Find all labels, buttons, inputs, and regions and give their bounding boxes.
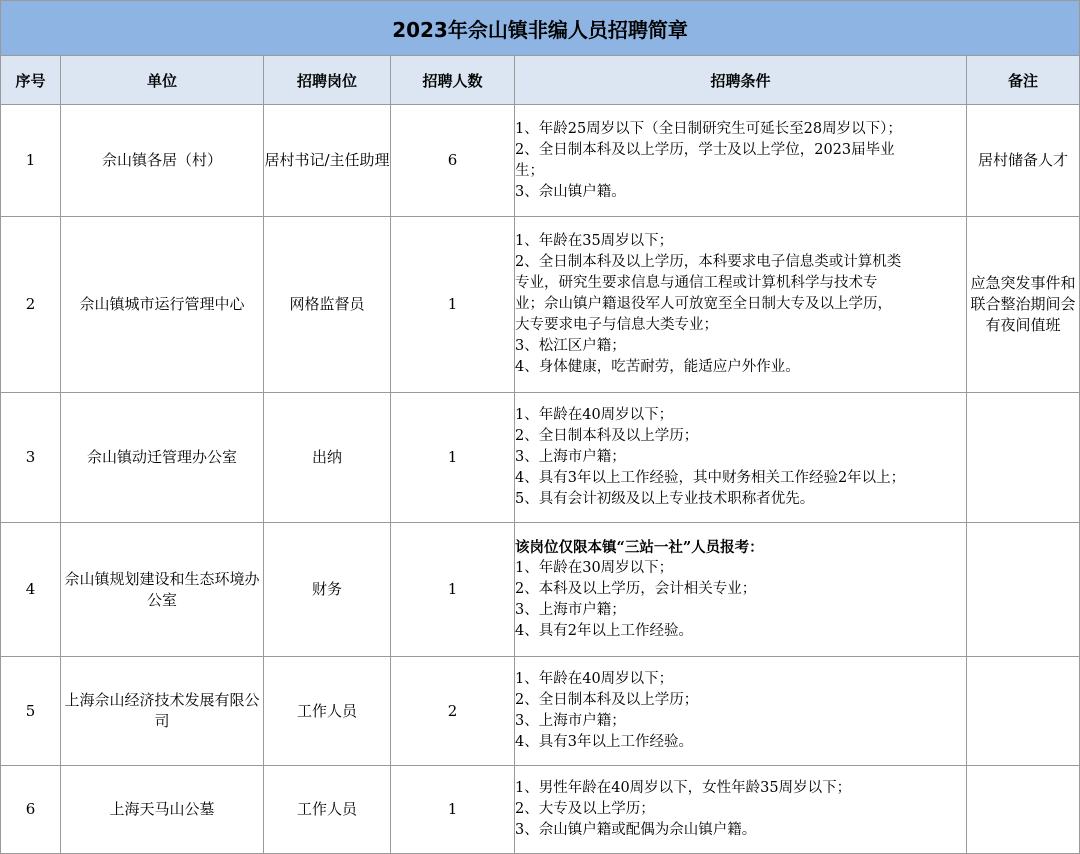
- requirement-line: 5、具有会计初级及以上专业技术职称者优先。: [515, 491, 815, 507]
- row-count: 1: [391, 217, 515, 393]
- requirement-line: 生；: [515, 162, 544, 179]
- requirement-line: 3、佘山镇户籍或配偶为佘山镇户籍。: [515, 822, 757, 838]
- row-unit: 佘山镇规划建设和生态环境办公室: [61, 523, 264, 657]
- row-remark: 应急突发事件和联合整治期间会有夜间值班: [967, 217, 1080, 393]
- row-requirements: [515, 657, 967, 766]
- row-count: 1: [391, 766, 515, 854]
- requirement-line: 4、具有3年以上工作经验，其中财务相关工作经验2年以上；: [515, 470, 906, 486]
- requirement-lead: 该岗位仅限本镇“三站一社”人员报考：: [515, 539, 764, 556]
- row-count: 2: [391, 657, 515, 766]
- requirement-line: 2、全日制本科及以上学历，学士及以上学位，2023届毕业: [515, 141, 895, 158]
- row-position: 财务: [264, 523, 391, 657]
- requirement-line: 1、年龄25周岁以下（全日制研究生可延长至28周岁以下）；: [515, 120, 902, 137]
- requirement-line: 4、具有3年以上工作经验。: [515, 734, 693, 750]
- row-requirements: [515, 766, 967, 854]
- requirement-line: 2、全日制本科及以上学历，本科要求电子信息类或计算机类: [515, 254, 902, 270]
- row-no: 4: [1, 523, 61, 657]
- header-no: 序号: [1, 56, 61, 105]
- requirement-line: 3、上海市户籍；: [515, 713, 626, 729]
- row-position: 工作人员: [264, 657, 391, 766]
- table-row: [1, 393, 1080, 523]
- row-unit: 佘山镇城市运行管理中心: [61, 217, 264, 393]
- requirement-line: 4、身体健康，吃苦耐劳，能适应户外作业。: [515, 359, 800, 375]
- requirement-line: 4、具有2年以上工作经验。: [515, 623, 693, 639]
- requirement-line: 2、全日制本科及以上学历；: [515, 428, 699, 444]
- row-position: 工作人员: [264, 766, 391, 854]
- table-row: [1, 217, 1080, 393]
- row-requirements: [515, 393, 967, 523]
- row-remark: [967, 393, 1080, 523]
- requirement-line: 1、年龄在35周岁以下；: [515, 233, 674, 249]
- row-unit: 佘山镇动迁管理办公室: [61, 393, 264, 523]
- row-requirements: [515, 523, 967, 657]
- row-remark: 居村储备人才: [967, 105, 1080, 217]
- requirement-line: 1、年龄在30周岁以下；: [515, 560, 674, 576]
- table-row: [1, 766, 1080, 854]
- table-row: [1, 105, 1080, 217]
- requirement-line: 3、佘山镇户籍。: [515, 183, 626, 200]
- row-no: 6: [1, 766, 61, 854]
- row-count: 6: [391, 105, 515, 217]
- table-title: 2023年佘山镇非编人员招聘简章: [1, 1, 1080, 56]
- table-row: [1, 657, 1080, 766]
- header-requirements: 招聘条件: [515, 56, 967, 105]
- header-row: [1, 56, 1080, 105]
- header-remark: 备注: [967, 56, 1080, 105]
- requirement-line: 3、上海市户籍；: [515, 449, 626, 465]
- requirement-line: 2、本科及以上学历，会计相关专业；: [515, 581, 757, 597]
- requirement-line: 专业，研究生要求信息与通信工程或计算机科学与技术专: [515, 275, 878, 291]
- requirement-line: 大专要求电子与信息大类专业；: [515, 317, 718, 333]
- row-position: 网格监督员: [264, 217, 391, 393]
- row-remark: [967, 657, 1080, 766]
- row-count: 1: [391, 393, 515, 523]
- row-unit: 佘山镇各居（村）: [61, 105, 264, 217]
- header-count: 招聘人数: [391, 56, 515, 105]
- requirement-line: 1、年龄在40周岁以下；: [515, 407, 674, 423]
- row-remark: [967, 766, 1080, 854]
- requirement-line: 2、全日制本科及以上学历；: [515, 692, 699, 708]
- row-requirements: [515, 105, 967, 217]
- row-no: 5: [1, 657, 61, 766]
- row-requirements: [515, 217, 967, 393]
- row-position: 出纳: [264, 393, 391, 523]
- requirement-line: 业；佘山镇户籍退役军人可放宽至全日制大专及以上学历，: [515, 296, 892, 312]
- row-no: 3: [1, 393, 61, 523]
- row-no: 1: [1, 105, 61, 217]
- row-count: 1: [391, 523, 515, 657]
- table-row: [1, 523, 1080, 657]
- row-unit: 上海天马山公墓: [61, 766, 264, 854]
- row-remark: [967, 523, 1080, 657]
- requirement-line: 1、男性年龄在40周岁以下，女性年龄35周岁以下；: [515, 780, 852, 796]
- requirement-line: 3、松江区户籍；: [515, 338, 626, 354]
- row-unit: 上海佘山经济技术发展有限公司: [61, 657, 264, 766]
- header-position: 招聘岗位: [264, 56, 391, 105]
- requirement-line: 2、大专及以上学历；: [515, 801, 655, 817]
- header-unit: 单位: [61, 56, 264, 105]
- row-position: 居村书记/主任助理: [264, 105, 391, 217]
- requirement-line: 1、年龄在40周岁以下；: [515, 671, 674, 687]
- requirement-line: 3、上海市户籍；: [515, 602, 626, 618]
- row-no: 2: [1, 217, 61, 393]
